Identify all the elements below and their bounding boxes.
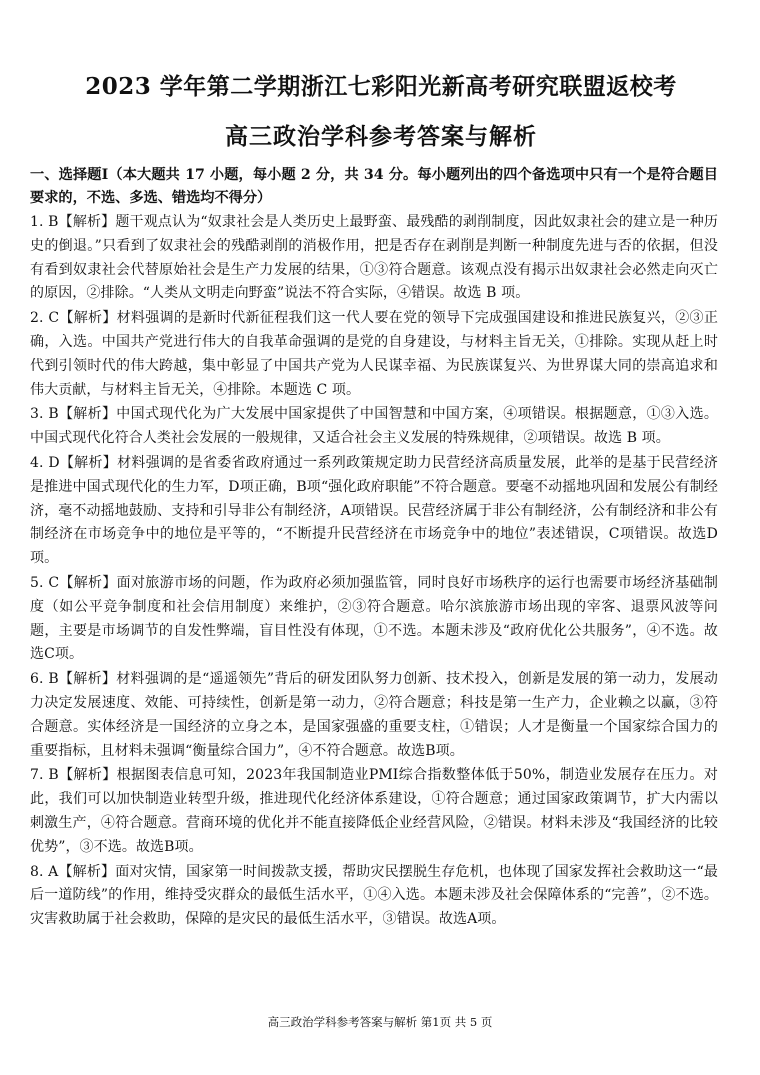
- answer-item-4: 4. D【解析】材料强调的是省委省政府通过一系列政策规定助力民营经济高质量发展，此举的是基于民营经济是推进中国式现代化的生力军，D项正确，B项“强化政府职能”不符合题意。要毫不动摇地巩固和发展公有制经济，毫不动摇地鼓励、支持和引导非公有制经济，A项错误。民营经济属于非公有制经济，公有制经济和非公有制经济在市场竞争中的地位是平等的，“不断提升民营经济在市场竞争中的地位”表述错误，C项错误。故选D项。: [30, 454, 718, 567]
- section-heading: 一、选择题Ⅰ（本大题共 17 小题，每小题 2 分，共 34 分。每小题列出的四个备选项中只有一个是符合题目要求的，不选、多选、错选均不得分）: [30, 167, 718, 206]
- answer-item-7: 7. B【解析】根据图表信息可知，2023年我国制造业PMI综合指数整体低于50%，制造业发展存在压力。对此，我们可以加快制造业转型升级，推进现代化经济体系建设，①符合题意；通过国家政策调节，扩大内需以刺激生产，④符合题意。营商环境的优化并不能直接降低企业经营风险，②错误。材料未涉及“我国经济的比较优势”，③不选。故选B项。: [30, 767, 718, 855]
- document-subtitle: 高三政治学科参考答案与解析: [225, 123, 537, 150]
- page-footer: 高三政治学科参考答案与解析 第1页 共 5 页: [267, 1015, 493, 1029]
- document-title: 2023 学年第二学期浙江七彩阳光新高考研究联盟返校考: [85, 73, 677, 100]
- answer-item-6: 6. B【解析】材料强调的是“遥遥领先”背后的研发团队努力创新、技术投入，创新是发展的第一动力，发展动力决定发展速度、效能、可持续性，创新是第一动力，②符合题意；科技是第一生产力，企业赖之以赢，③符合题意。实体经济是一国经济的立身之本，是国家强盛的重要支柱，①错误；人才是衡量一个国家综合国力的重要指标，且材料未强调“衡量综合国力”，④不符合题意。故选B项。: [30, 671, 718, 759]
- answer-item-1: 1. B【解析】题干观点认为“奴隶社会是人类历史上最野蛮、最残酷的剥削制度，因此奴隶社会的建立是一种历史的倒退。”只看到了奴隶社会的残酷剥削的消极作用，把是否存在剥削是判断一种制度先进与否的依据，但没有看到奴隶社会代替原始社会是生产力发展的结果，①③符合题意。该观点没有揭示出奴隶社会必然走向灭亡的原因，②排除。“人类从文明走向野蛮”说法不符合实际，④错误。故选 B 项。: [30, 214, 718, 302]
- answer-item-8: 8. A【解析】面对灾情，国家第一时间拨款支援，帮助灾民摆脱生存危机，也体现了国家发挥社会救助这一“最后一道防线”的作用，维持受灾群众的最低生活水平，①④入选。本题未涉及社会保障体系的“完善”，②不选。灾害救助属于社会救助，保障的是灾民的最低生活水平，③错误。故选A项。: [30, 863, 718, 928]
- answer-item-2: 2. C【解析】材料强调的是新时代新征程我们这一代人要在党的领导下完成强国建设和推进民族复兴，②③正确，入选。中国共产党进行伟大的自我革命强调的是党的自身建设，与材料主旨无关，①排除。实现从赶上时代到引领时代的伟大跨越，集中彰显了中国共产党为人民谋幸福、为民族谋复兴、为世界谋大同的崇高追求和伟大贡献，与材料主旨无关，④排除。本题选 C 项。: [30, 310, 718, 398]
- answer-item-3: 3. B【解析】中国式现代化为广大发展中国家提供了中国智慧和中国方案，④项错误。根据题意，①③入选。中国式现代化符合人类社会发展的一般规律，又适合社会主义发展的特殊规律，②项错误。故选 B 项。: [30, 406, 718, 447]
- answer-item-5: 5. C【解析】面对旅游市场的问题，作为政府必须加强监管，同时良好市场秩序的运行也需要市场经济基础制度（如公平竞争制度和社会信用制度）来维护，②③符合题意。哈尔滨旅游市场出现的宰客、退票风波等问题，主要是市场调节的自发性弊端，盲目性没有体现，①不选。本题未涉及“政府优化公共服务”，④不选。故选C项。: [30, 574, 718, 663]
